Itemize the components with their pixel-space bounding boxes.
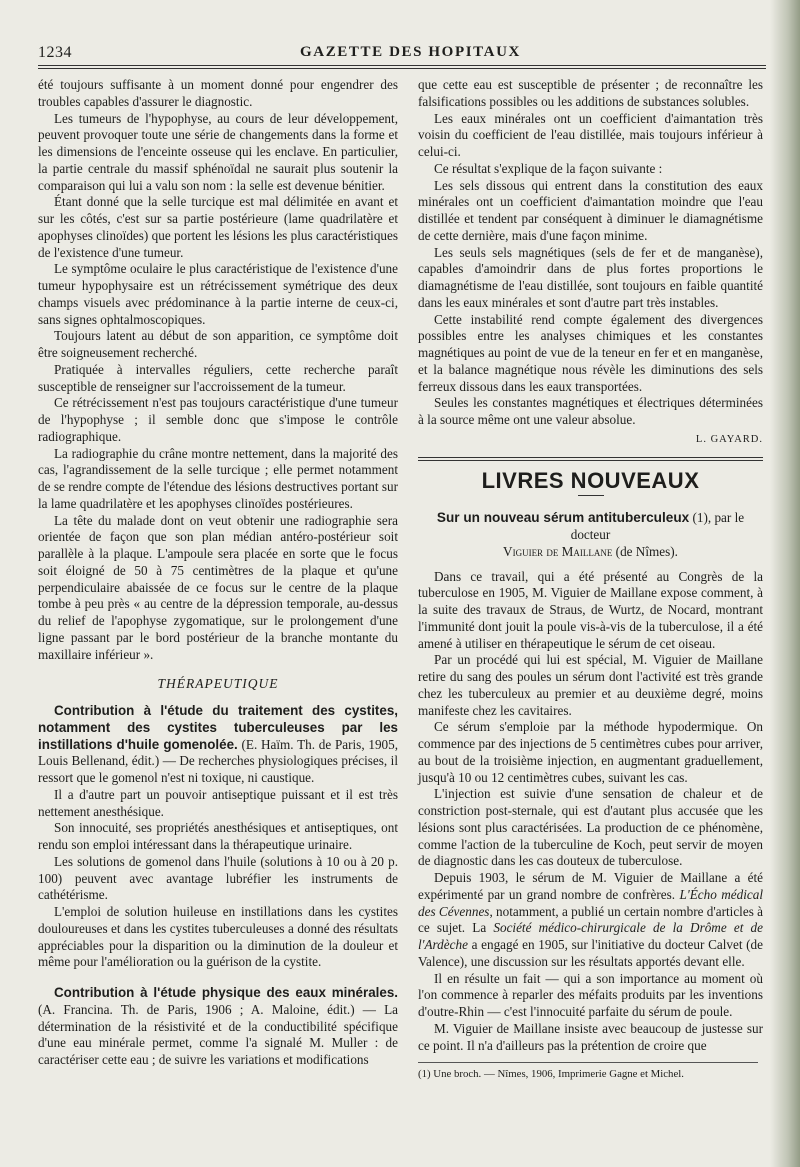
- entry-citation: (A. Francina. Th. de Paris, 1906 ; A. Maloine, édit.) — La détermination de la résistivité et de la conductibilité spécifique d'une eau minérale permet, comme l'a signalé M. Muller : de caractériser cette eau ; de suivre les variations et modifications: [38, 1001, 398, 1067]
- paragraph: Il a d'autre part un pouvoir antiseptique puissant et il est très nettement anesthésique.: [38, 786, 398, 819]
- footnote: (1) Une broch. — Nîmes, 1906, Imprimerie Gagne et Michel.: [418, 1062, 763, 1081]
- paragraph: Les solutions de gomenol dans l'huile (solutions à 10 ou à 20 p. 100) peuvent avec avantage lubréfier les instruments de cathétérisme.: [38, 853, 398, 903]
- paragraph: M. Viguier de Maillane insiste avec beaucoup de justesse sur ce point. Il n'a d'ailleurs pas la prétention de croire que: [418, 1020, 763, 1053]
- paragraph: Dans ce travail, qui a été présenté au Congrès de la tuberculose en 1905, M. Viguier de Maillane expose comment, à la suite des travaux de Straus, de Wurtz, de Nocard, montrant l'immunité dont jouit la poule vis-à-vis de la tuberculose, il a été amené à utiliser en thérapeutique le sérum de cet oiseau.: [418, 568, 763, 651]
- running-head: GAZETTE DES HOPITAUX: [300, 44, 521, 60]
- paragraph: Pratiquée à intervalles réguliers, cette recherche paraît susceptible de renseigner sur l'accroissement de la tumeur.: [38, 361, 398, 394]
- review-entry: [38, 703, 398, 787]
- paragraph: La tête du malade dont on veut obtenir une radiographie sera orientée de façon que son plan médian antéro-postérieur soit parallèle à la plaque. L'ampoule sera placée en sorte que le focus soit éloigné de 50 à 75 centimètres de la plaque et qu'une perpendiculaire abaissée de ce focus sur le centre de la plaque tombe à peu près « au centre de la dépression temporale, au-dessus du relief de l'apophyse zygomatique, sur le prolongement d'une ligne passant par le bord postérieur de la branche montante du maxillaire inférieur ».: [38, 512, 398, 662]
- author-signature: L. GAYARD.: [695, 433, 763, 445]
- section-rule: [418, 457, 763, 461]
- entry-title: Contribution à l'étude physique des eaux minérales.: [54, 985, 398, 1000]
- paragraph: Les sels dissous qui entrent dans la constitution des eaux minérales ont un coefficient d'aimantation moindre que l'eau distillée et tendent par conséquent à diminuer le diamagnétisme de cette dernière, mais d'une façon minime.: [418, 177, 763, 243]
- paragraph: L'emploi de solution huileuse en instillations dans les cystites douloureuses et dans les cystites tuberculeuses a donné des résultats appréciables pour la disparition ou la diminution de la douleur et même pour l'amélioration ou la guérison de la cystite.: [38, 904, 398, 970]
- paragraph: Ce sérum s'emploie par la méthode hypodermique. On commence par des injections de 5 centimètres cubes pour arriver, au bout de la troisième injection, en augmentant graduellement, jusqu'à 10 ou 12 centimètres cubes, suivant les cas.: [418, 719, 763, 785]
- paragraph: [418, 870, 763, 971]
- paragraph: été toujours suffisante à un moment donné pour engendrer des troubles capables d'assurer le diagnostic.: [38, 77, 398, 109]
- paragraph: Seules les constantes magnétiques et électriques déterminées à la source même ont une valeur absolue.: [418, 395, 763, 427]
- text-run: a engagé en 1905, sur l'initiative du docteur Calvet (de Valence), une discussion sur les résultats apportés devant elle.: [418, 937, 763, 969]
- journal-name: L'Écho médical des Cévennes: [418, 886, 764, 919]
- paragraph: Toujours latent au début de son apparition, ce symptôme doit être soigneusement recherché.: [38, 328, 398, 360]
- paragraph: L'injection est suivie d'une sensation de chaleur et de constriction post-sternale, qui est d'autant plus accusée que les lésions sont plus caractérisées. La production de ce phénomène, comme l'action de la tuberculine de Koch, peut servir de moyen de diagnostic dans les cas douteux de tuberculose.: [418, 786, 763, 869]
- paragraph: Le symptôme oculaire le plus caractéristique de l'existence d'une tumeur hypophysaire est un rétrécissement symétrique des deux champs visuels avec prédominance à la partie interne de ceux-ci, sans signes ophtalmoscopiques.: [38, 261, 398, 327]
- section-heading: THÉRAPEUTIQUE: [157, 676, 279, 692]
- book-place: (de Nîmes).: [612, 543, 678, 559]
- title-rule: [578, 495, 604, 496]
- review-entry: [38, 985, 398, 1069]
- paragraph: Ce rétrécissement n'est pas toujours caractéristique d'une tumeur de l'hypophyse ; il semble donc que s'impose le contrôle radiographique.: [38, 395, 398, 444]
- left-column: [38, 77, 398, 1069]
- right-column: [418, 77, 763, 1081]
- book-title: Sur un nouveau sérum antituberculeux: [436, 510, 690, 526]
- text-run: , notamment, a publié un certain nombre d'articles à ce sujet. La: [418, 903, 764, 936]
- book-author: Viguier de Maillane: [503, 543, 613, 559]
- paragraph: Son innocuité, ses propriétés anesthésiques et antiseptiques, ont rendu son emploi intéressant dans la thérapeutique urinaire.: [38, 820, 398, 852]
- society-name: Société médico-chirurgicale de la Drôme et de l'Ardèche: [418, 920, 764, 952]
- book-ref: (1), par le docteur: [570, 510, 745, 542]
- section-title: LIVRES NOUVEAUX: [481, 467, 700, 493]
- paragraph: Étant donné que la selle turcique est mal délimitée en avant et sur les côtés, c'est sur sa partie postérieure (lame quadrilatère et apophyses clinoïdes) que portent les lésions les plus caractéristiques de l'existence d'une tumeur.: [38, 194, 398, 260]
- paragraph: Les seuls sels magnétiques (sels de fer et de manganèse), capables d'amoindrir dans de plus fortes proportions le diamagnétisme de l'eau distillée, sont toujours en faible quantité dans les eaux minérales et sont d'autre part très instables.: [418, 244, 763, 310]
- header-rule: [38, 65, 766, 69]
- paragraph: La radiographie du crâne montre nettement, dans la majorité des cas, l'agrandissement de la selle turcique ; elle permet notamment de se rendre compte de l'étendue des lésions destructives portant sur la lame quadrilatère et les apophyses clinoïdes postérieures.: [38, 445, 398, 511]
- paragraph: Les eaux minérales ont un coefficient d'aimantation très voisin du coefficient de l'eau distillée, mais toujours inférieur à celui-ci.: [418, 110, 763, 159]
- paragraph: Ce résultat s'explique de la façon suivante :: [434, 160, 663, 176]
- page-edge-shadow: [770, 0, 800, 1167]
- paragraph: Par un procédé qui lui est spécial, M. Viguier de Maillane retire du sang des poules un sérum dont l'activité est très grande chez les tuberculeux au premier et au deuxième degré, moins manifeste chez les cavitaires.: [418, 652, 763, 718]
- entry-citation: (E. Haïm. Th. de Paris, 1905, Louis Bellenand, édit.) — De recherches physiologiques précises, il ressort que le gomenol n'est ni toxique, ni caustique.: [38, 736, 399, 785]
- text-run: Depuis 1903, le sérum de M. Viguier de Maillane a été expérimenté par un grand nombre de confrères.: [418, 870, 763, 902]
- book-heading: [418, 510, 763, 560]
- paragraph: que cette eau est susceptible de présenter ; de reconnaître les falsifications possibles ou les additions de substances solubles.: [418, 77, 763, 109]
- paragraph: Cette instabilité rend compte également des divergences possibles entre les analyses chimiques et les constantes magnétiques au point de vue de la teneur en fer et en manganèse, et la balance magnétique nous révèle les diminutions des sels ferreux dissous dans les eaux transportées.: [418, 311, 763, 394]
- page-number: 1234: [38, 44, 72, 61]
- entry-title: Contribution à l'étude du traitement des cystites, notamment des cystites tuberculeuses par les instillations d'huile gomenolée.: [38, 703, 398, 752]
- paragraph: Il en résulte un fait — qui a son importance au moment où l'on commence à reparler des méfaits produits par les inventions d'outre-Rhin — c'est l'innocuité parfaite du sérum de poule.: [418, 970, 763, 1019]
- paragraph: Les tumeurs de l'hypophyse, au cours de leur développement, peuvent provoquer toute une série de changements dans la forme et les dimensions de l'enceinte osseuse qui les enclave. En particulier, la partie centrale du massif sphénoïdal ne saurait plus soutenir la comparaison qui lui a valu son nom : la selle est devenue bénitier.: [38, 110, 398, 193]
